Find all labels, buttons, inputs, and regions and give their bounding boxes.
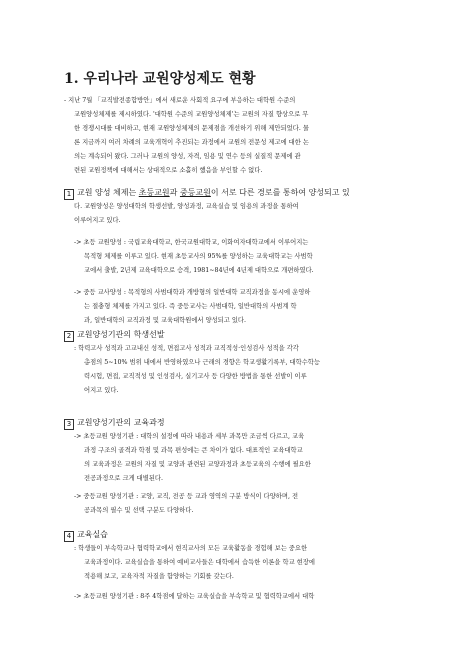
intro-line: - 지난 7월 「교직발전종합방안」에서 새로운 사회적 요구에 부응하는 대학원 수준의 — [64, 97, 296, 104]
sub-item-line: 전공과정으로 크게 대별된다. — [84, 475, 163, 482]
intro-paragraph — [64, 94, 424, 178]
section-1-heading-text: 교원 양성 체제는 — [77, 188, 139, 197]
section-1 — [64, 186, 424, 328]
section-number-box: 4 — [64, 531, 74, 542]
section-number-box: 1 — [64, 189, 74, 200]
intro-line: 교원양성체제를 제시하였다. '대학원 수준의 교원양성체제'는 교원의 자질 향상으로 무 — [74, 111, 309, 118]
section-1-heading — [64, 186, 424, 200]
section-2 — [64, 328, 424, 398]
section-3-heading-text: 교원양성기관의 교육과정 — [77, 418, 165, 427]
intro-line: 론 지금까지 여러 차례의 교육개혁이 추진되는 과정에서 교원의 전문성 제고에 대한 논 — [74, 139, 309, 146]
sub-item-line: 공과목의 필수 및 선택 구분도 다양하다. — [84, 507, 194, 514]
sub-item-line: -> 초등 교원양성 : 국립교육대학교, 한국교원대학교, 이화여자대학교에서 이루어지는 — [74, 239, 309, 246]
section-2-heading-text: 교원양성기관의 학생선발 — [77, 330, 165, 339]
underlined-term: 중등교원 — [179, 188, 211, 197]
body-line: : 학생들이 부속학교나 협력학교에서 현직교사의 모든 교육활동을 경험해 보는 중요한 — [74, 545, 308, 552]
sub-item-line: -> 중등교원 양성기관 : 교양, 교직, 전공 등 교과 영역의 구분 방식이 다양하며, 전 — [74, 493, 299, 500]
underlined-term: 초등교원 — [138, 188, 170, 197]
section-4 — [64, 528, 424, 604]
body-line: 적용해 보고, 교육자적 자질을 함양하는 기회를 갖는다. — [84, 573, 234, 580]
sub-item-line: 교에서 출발, 2년제 교육대학으로 승격, 1981~84년에 4년제 대학으로 개편하였다. — [84, 267, 314, 274]
section-number-box: 3 — [64, 419, 74, 430]
sub-item-line: 목적형 체제를 이루고 있다. 현재 초등교사의 95%를 양성하는 교육대학교는 사범학 — [84, 253, 313, 260]
body-line: 이루어지고 있다. — [74, 217, 121, 224]
body-line: 력시험, 면접, 교직적성 및 인성검사, 실기고사 등 다양한 방법을 통한 선발이 이루 — [84, 373, 307, 380]
intro-line: 련된 교원정책에 대해서는 상대적으로 소홀히 했음을 부인할 수 없다. — [74, 167, 263, 174]
heading-text: 이 서로 다른 경로를 통하여 양성되고 있 — [210, 188, 350, 197]
intro-line: 의는 계속되어 왔다. 그러나 교원의 양성, 자격, 임용 및 연수 등의 실질적 문제에 관 — [74, 153, 301, 160]
body-line: 교육과정이다. 교육실습을 통하여 예비교사들은 대학에서 습득한 이론을 학교 현장에 — [84, 559, 315, 566]
sub-item-line: 의 교육과정은 교원의 자질 및 교양과 관련된 교양과정과 초등교육의 수행에 필요한 — [84, 461, 311, 468]
section-number-box: 2 — [64, 331, 74, 342]
sub-item-line: 는 절충형 체제를 가지고 있다. 즉 중등교사는 사범대학, 일반대학의 사범계 학 — [84, 303, 297, 310]
section-2-heading — [64, 328, 424, 342]
body-line: : 학력고사 성적과 고교내신 성적, 면접고사 성적과 교직적성·인성검사 성적을 각각 — [74, 345, 299, 352]
sub-item-line: -> 초등교원 양성기관 : 대학의 설정에 따라 내용과 세부 과목만 조금씩 다르고, 교육 — [74, 433, 305, 440]
section-3 — [64, 416, 424, 518]
sub-item-line: -> 중등 교사양성 : 목적형의 사범대학과 개방형의 일반대학 교직과정을 동시에 운영하 — [74, 289, 311, 296]
section-3-heading — [64, 416, 424, 430]
intro-line: 한 경쟁시대를 대비하고, 현재 교원양성체제의 문제점을 개선하기 위해 제안되었다. 물 — [74, 125, 309, 132]
sub-item-line: -> 초등교원 양성기관 : 8주 4학점에 달하는 교육실습을 부속학교 및 협력학교에서 대학 — [74, 593, 315, 600]
body-line: 어지고 있다. — [84, 387, 119, 394]
body-line: 다. 교원양성은 양성대학의 학생선발, 양성과정, 교육실습 및 임용의 과정을 통하여 — [74, 203, 299, 210]
body-line: 총점의 5~10% 범위 내에서 반영하였으나 근래의 경향은 학교생활기록부, 대학수학능 — [84, 359, 320, 366]
sub-item-line: 과정 구조의 골격과 학점 및 과목 편성에는 큰 차이가 없다. 대표적인 교육대학교 — [84, 447, 303, 454]
page-title: 1. 우리나라 교원양성제도 현황 — [64, 71, 256, 87]
section-4-heading-text: 교육실습 — [77, 530, 108, 539]
section-4-heading — [64, 528, 424, 542]
heading-text: 과 — [169, 188, 180, 197]
sub-item-line: 과, 일반대학의 교직과정 및 교육대학원에서 양성되고 있다. — [84, 317, 246, 324]
